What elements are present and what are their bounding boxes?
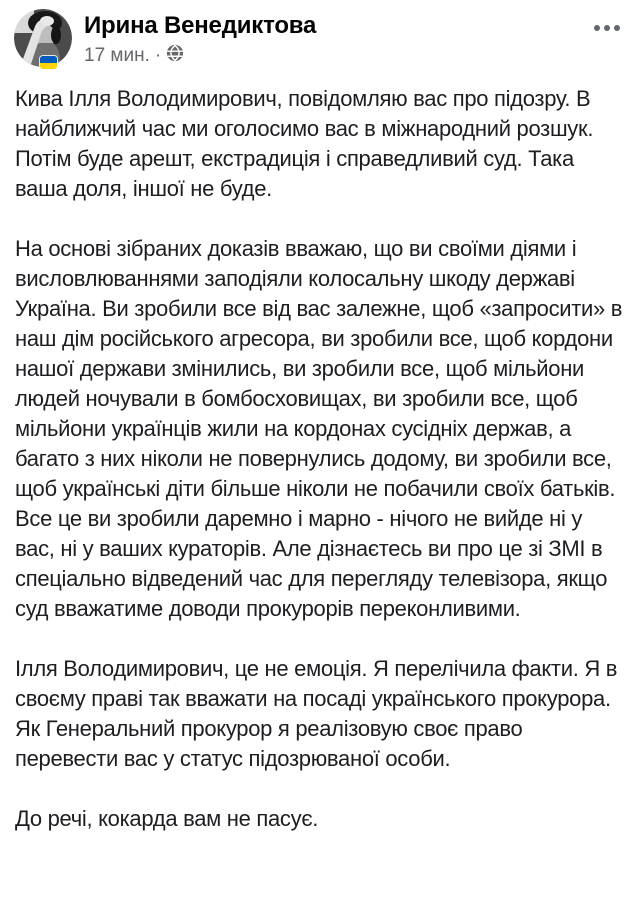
ellipsis-icon <box>614 25 620 31</box>
ellipsis-icon <box>594 25 600 31</box>
post-meta <box>84 44 316 68</box>
ellipsis-icon <box>604 25 610 31</box>
post-paragraph: До речі, кокарда вам не пасує. <box>15 806 319 831</box>
post-options-button[interactable] <box>590 21 624 35</box>
author-name-link[interactable]: Ирина Венедиктова <box>84 12 317 39</box>
post-paragraph: Ілля Володимирович, це не емоція. Я перелічила факти. Я в своєму праві так вважати на посаді українського прокурора. Як Генеральний прокурор я реалізовую своє право перевести вас у статус підозрюваної особи. <box>15 656 618 771</box>
timestamp[interactable]: 17 мин. <box>84 45 150 66</box>
post-text <box>0 68 640 834</box>
globe-public-icon <box>166 44 184 68</box>
ukraine-flag-badge-icon <box>40 56 57 69</box>
post-paragraph: На основі зібраних доказів вважаю, що ви своїми діями і висловлюваннями заподіяли колосальну шкоду державі Україна. Ви зробили все від вас залежне, щоб «запросити» в наш дім російського агресора, ви зробили все, щоб кордони нашої держави змінились, ви зробили все, щоб мільйони людей ночували в бомбосховищах, ви зробили все, щоб мільйони українців жили на кордонах сусідніх держав, а багато з них ніколи не повернулись додому, ви зробили все, щоб українські діти більше ніколи не побачили своїх батьків. Все це ви зробили даремно і марно - нічого не вийде ні у вас, ні у ваших кураторів. Але дізнаєтесь ви про це зі ЗМІ в спеціально відведений час для перегляду телевізора, якщо суд вважатиме доводи прокурорів переконливими. <box>15 236 623 621</box>
meta-separator: · <box>154 45 162 66</box>
avatar[interactable] <box>14 9 72 67</box>
post-header <box>0 0 640 68</box>
post-paragraph: Кива Ілля Володимирович, повідомляю вас про підозру. В найближчий час ми оголосимо вас в міжнародний розшук. Потім буде арешт, екстрадиція і справедливий суд. Така ваша доля, іншої не буде. <box>15 86 594 201</box>
header-info <box>84 9 316 68</box>
